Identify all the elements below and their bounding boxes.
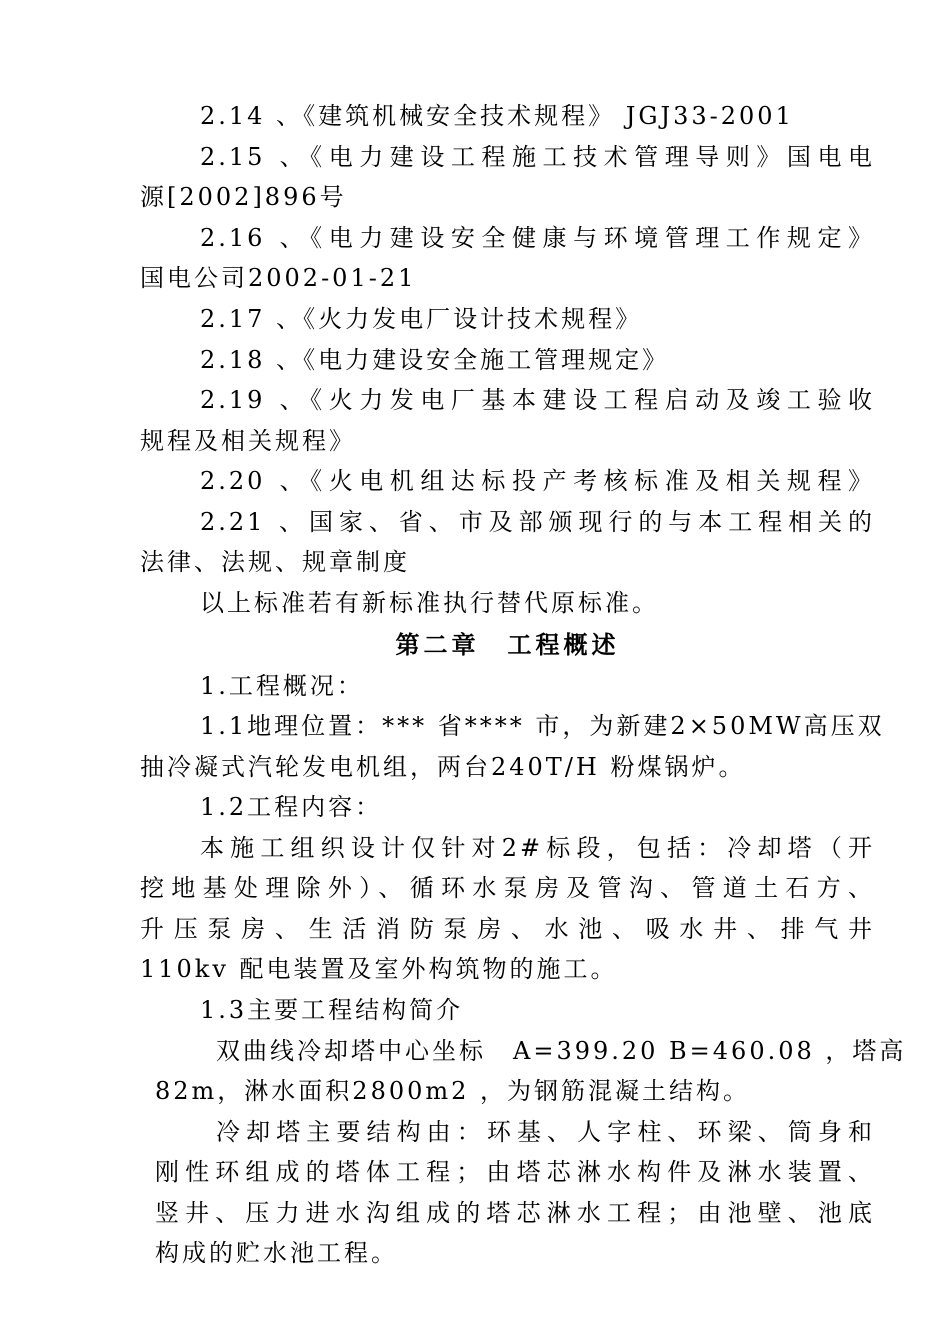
ref-2-20: 2.20 、《火电机组达标投产考核标准及相关规程》 — [200, 467, 875, 495]
ref-2-14: 2.14 、《建筑机械安全技术规程》 JGJ33-2001 — [200, 102, 794, 130]
ref-2-15: 2.15 、《电力建设工程施工技术管理导则》国电电 — [200, 143, 875, 171]
ref-2-16-cont: 国电公司2002-01-21 — [140, 264, 417, 292]
ref-2-18: 2.18 、《电力建设安全施工管理规定》 — [200, 346, 670, 374]
ref-2-19: 2.19 、《火力发电厂基本建设工程启动及竣工验收 — [200, 386, 875, 414]
scope-line-3: 升压泵房、生活消防泵房、水池、吸水井、排气井 — [140, 915, 875, 943]
tower-coords-line: 双曲线冷却塔中心坐标 A=399.20 B=460.08 ，塔高 — [216, 1037, 907, 1065]
tower-structure-line-3: 竖井、压力进水沟组成的塔芯淋水工程；由池壁、池底 — [155, 1199, 875, 1227]
scope-line-4: 110kv 配电装置及室外构筑物的施工。 — [140, 955, 618, 983]
tower-structure-line-2: 刚性环组成的塔体工程；由塔芯淋水构件及淋水装置、 — [155, 1158, 875, 1186]
scope-line-1: 本施工组织设计仅针对2#标段，包括：冷却塔（开 — [200, 834, 875, 862]
ref-2-21-cont: 法律、法规、规章制度 — [140, 548, 410, 576]
ref-2-17: 2.17 、《火力发电厂设计技术规程》 — [200, 305, 643, 333]
ref-2-16: 2.16 、《电力建设安全健康与环境管理工作规定》 — [200, 224, 875, 252]
tower-coords-cont: 82m，淋水面积2800m2 ，为钢筋混凝土结构。 — [155, 1077, 751, 1105]
section-1-3-title: 1.3主要工程结构简介 — [200, 996, 464, 1024]
tower-structure-line-4: 构成的贮水池工程。 — [155, 1239, 398, 1267]
chapter-heading: 第二章 工程概述 — [395, 631, 620, 659]
location-line-cont: 抽冷凝式汽轮发电机组，两台240T/H 粉煤锅炉。 — [140, 753, 746, 781]
ref-2-15-cont: 源[2002]896号 — [140, 183, 347, 211]
ref-2-21: 2.21 、国家、省、市及部颁现行的与本工程相关的 — [200, 508, 875, 536]
tower-structure-line-1: 冷却塔主要结构由：环基、人字柱、环梁、筒身和 — [216, 1118, 875, 1146]
location-line: 1.1地理位置：*** 省**** 市，为新建2×50MW高压双 — [200, 712, 885, 740]
ref-2-19-cont: 规程及相关规程》 — [140, 427, 356, 455]
section-1-2-title: 1.2工程内容： — [200, 793, 383, 821]
section-1-title: 1.工程概况： — [200, 672, 364, 700]
scope-line-2: 挖地基处理除外）、循环水泵房及管沟、管道土石方、 — [140, 874, 875, 902]
standards-note: 以上标准若有新标准执行替代原标准。 — [200, 589, 659, 617]
